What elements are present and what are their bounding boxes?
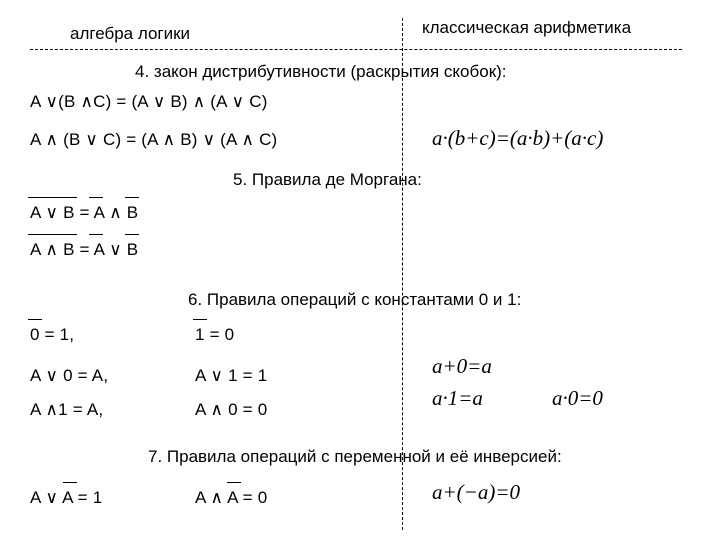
de-morgan-law-2: A ∧ B = A ∨ B [30,240,139,259]
inverse-rule-or: A ∨ A = 1 [30,488,103,507]
section-7-title: 7. Правила операций с переменной и её инверсией: [148,447,562,466]
constant-rule-or-zero: A ∨ 0 = A, [30,366,109,385]
section-5-title: 5. Правила де Моргана: [233,170,422,189]
constant-rule-and-one: A ∧1 = A, [30,400,104,419]
overline-a [89,197,103,198]
constant-rule-not-zero: 0 = 1, [30,325,75,344]
section-4-title: 4. закон дистрибутивности (раскрытия скобок): [135,62,507,81]
arith-add-zero: a+0=a [432,354,492,378]
distributive-law-2: A ∧ (B ∨ C) = (A ∧ B) ∨ (A ∧ C) [30,130,278,149]
constant-rule-or-one: A ∨ 1 = 1 [195,366,268,385]
section-6-title: 6. Правила операций с константами 0 и 1: [188,290,522,309]
overline-a-or-b [28,197,77,198]
left-column-title: алгебра логики [70,24,191,43]
arith-mul-zero: a·0=0 [552,386,603,410]
overline-a [227,482,241,483]
overline-a-and-b [28,234,77,235]
inverse-rule-and: A ∧ A = 0 [195,488,268,507]
distributive-arith: a·(b+c)=(a·b)+(a·c) [432,126,604,150]
constant-rule-not-one: 1 = 0 [195,325,235,344]
overline-a [63,482,77,483]
header-divider [30,49,682,50]
de-morgan-law-1: A ∨ B = A ∧ B [30,203,139,222]
distributive-law-1: A ∨(B ∧C) = (A ∨ B) ∧ (A ∨ C) [30,92,268,111]
arith-add-negative: a+(−a)=0 [432,480,520,504]
arith-mul-one: a·1=a [432,386,483,410]
overline-b [125,234,139,235]
overline-one [193,319,207,320]
overline-a [89,234,103,235]
overline-zero [28,319,42,320]
right-column-title: классическая арифметика [422,18,632,37]
constant-rule-and-zero: A ∧ 0 = 0 [195,400,268,419]
overline-b [125,197,139,198]
